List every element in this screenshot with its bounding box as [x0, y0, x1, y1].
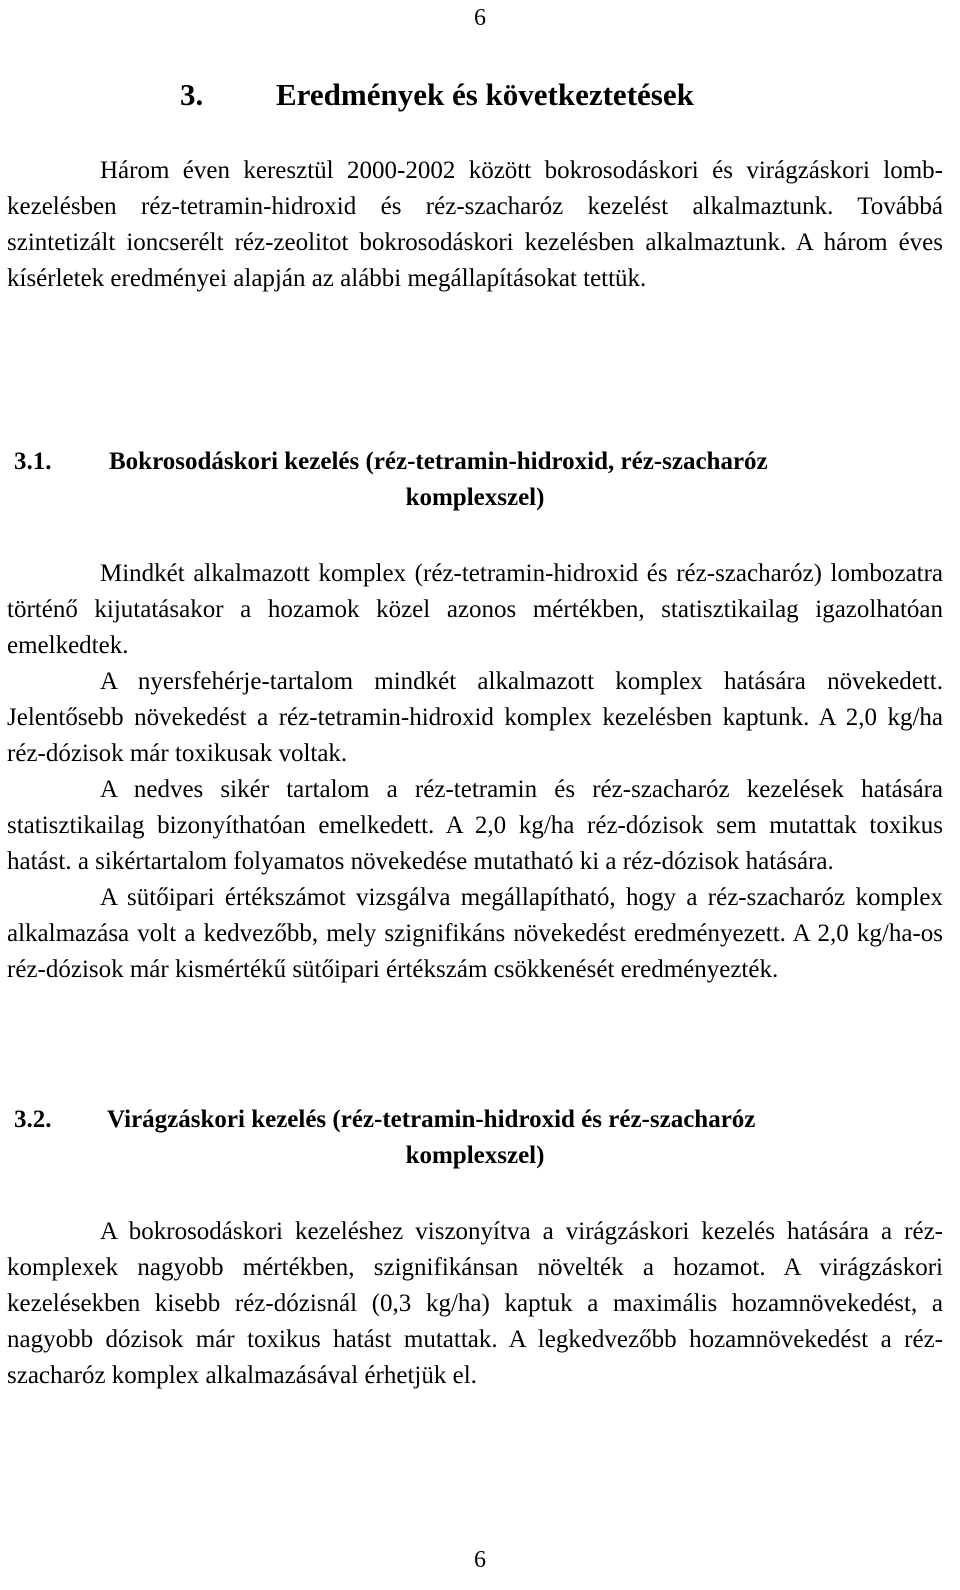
- chapter-heading: [180, 77, 694, 113]
- section-number: 3.2.: [14, 1106, 52, 1133]
- paragraph: A sütőipari értékszámot vizsgálva megállapítható, hogy a réz-szacharóz komplex alkalmazása volt a kedvezőbb, mely szignifikáns növekedést eredményezett. A 2,0 kg/ha-os réz-dózisok már kismértékű sütőipari értékszám csökkenését eredményezték.: [7, 884, 943, 983]
- paragraph: A nedves sikér tartalom a réz-tetramin és réz-szacharóz kezelések hatására statisztikailag bizonyíthatóan emelkedett. A 2,0 kg/ha réz-dózisok sem mutattak toxikus hatást. a sikértartalom folyamatos növekedése mutatható ki a réz-dózisok hatására.: [7, 776, 943, 875]
- section-title-line2: komplexszel): [405, 1142, 545, 1169]
- intro-paragraph: Három éven keresztül 2000-2002 között bokrosodáskori és virágzáskori lomb- kezelésben réz-tetramin-hidroxid és réz-szacharóz kezelést alkalmaztunk. Továbbá szintetizált ioncserélt réz-zeolitot bokrosodáskori kezelésben alkalmaztunk. A három éves kísérletek eredményei alapján az alábbi megállapításokat tettük.: [7, 157, 943, 292]
- section-heading-3-1: [7, 444, 943, 516]
- section-heading-3-2: [7, 1102, 943, 1174]
- section-title-line1: Virágzáskori kezelés (réz-tetramin-hidroxid és réz-szacharóz: [107, 1106, 756, 1133]
- chapter-title: Eredmények és következtetések: [276, 77, 694, 112]
- section-3-2-body: [7, 1214, 943, 1394]
- paragraph: A nyersfehérje-tartalom mindkét alkalmazott komplex hatására növekedett. Jelentősebb növekedést a réz-tetramin-hidroxid komplex kezelésben kaptunk. A 2,0 kg/ha réz-dózisok már toxikusak voltak.: [7, 668, 943, 767]
- page-number-top: 6: [474, 5, 486, 31]
- chapter-number: 3.: [180, 77, 204, 112]
- paragraph: Mindkét alkalmazott komplex (réz-tetramin-hidroxid és réz-szacharóz) lombozatra történő kijutatásakor a hozamok közel azonos mértékben, statisztikailag igazolhatóan emelkedtek.: [7, 560, 943, 659]
- page-number-bottom: 6: [474, 1547, 486, 1573]
- intro-text: [7, 153, 943, 297]
- section-3-1-body: [7, 556, 943, 988]
- section-title-line1: Bokrosodáskori kezelés (réz-tetramin-hidroxid, réz-szacharóz: [109, 448, 768, 475]
- section-title-line2: komplexszel): [405, 484, 545, 511]
- paragraph: A bokrosodáskori kezeléshez viszonyítva a virágzáskori kezelés hatására a réz-komplexek nagyobb mértékben, szignifikánsan növelték a hozamot. A virágzáskori kezelésekben kisebb réz-dózisnál (0,3 kg/ha) kaptuk a maximális hozamnövekedést, a nagyobb dózisok már toxikus hatást mutattak. A legkedvezőbb hozamnövekedést a réz-szacharóz komplex alkalmazásával érhetjük el.: [7, 1218, 943, 1389]
- section-number: 3.1.: [14, 448, 52, 475]
